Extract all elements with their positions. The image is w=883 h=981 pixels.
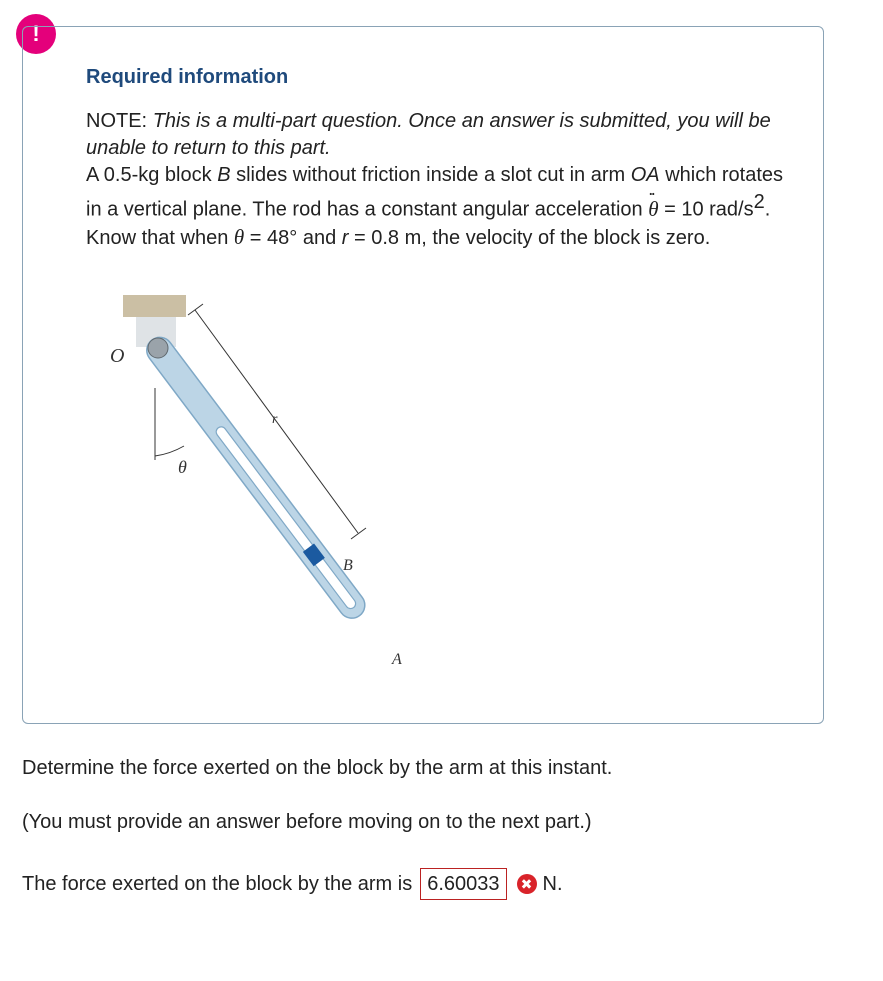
superscript: 2 <box>753 191 765 213</box>
pivot <box>148 338 168 358</box>
r-symbol: r <box>341 226 349 249</box>
label-theta: θ <box>178 457 187 477</box>
question-prompt: Determine the force exerted on the block by the arm at this instant. <box>22 757 613 779</box>
theta-arc <box>155 446 184 456</box>
label-b: B <box>343 557 353 574</box>
statement-text: slides without friction inside a slot cut in arm <box>236 164 626 186</box>
statement-text: = 0.8 m, the velocity of the block is zero. <box>353 226 711 249</box>
statement-text: = 10 rad/s <box>664 198 754 221</box>
statement-text: which rotates in a vertical plane. The rod has a constant angular acceleration <box>86 164 784 221</box>
ceiling-support <box>123 295 186 317</box>
answer-row <box>22 868 563 900</box>
required-info-title: Required information <box>86 66 289 88</box>
block-symbol: B <box>217 164 231 186</box>
theta-symbol: θ <box>233 224 245 249</box>
label-r: r <box>272 412 278 427</box>
note-text: This is a multi-part question. Once an answer is submitted, you will be unable to return to this part. <box>86 110 771 159</box>
statement-text: = 48° and <box>249 226 337 249</box>
statement-text: A 0.5-kg block <box>86 164 212 186</box>
statement-text: . Know that when <box>86 198 771 249</box>
arm-oa <box>142 332 370 623</box>
note-label: NOTE: <box>86 110 148 132</box>
theta-ddot-symbol: ·· θ <box>648 196 658 223</box>
arm-diagram <box>100 290 430 680</box>
label-o: O <box>110 345 125 367</box>
answer-input[interactable]: 6.60033 <box>420 868 506 900</box>
incorrect-icon: ✖ <box>517 874 537 894</box>
unit-label: N. <box>542 872 563 895</box>
label-a: A <box>392 651 402 668</box>
arm-symbol: OA <box>630 164 660 186</box>
problem-statement <box>86 108 786 252</box>
answer-required-note: (You must provide an answer before moving on to the next part.) <box>22 811 592 833</box>
alert-icon: ! <box>16 14 56 54</box>
answer-label: The force exerted on the block by the arm is <box>22 872 413 895</box>
